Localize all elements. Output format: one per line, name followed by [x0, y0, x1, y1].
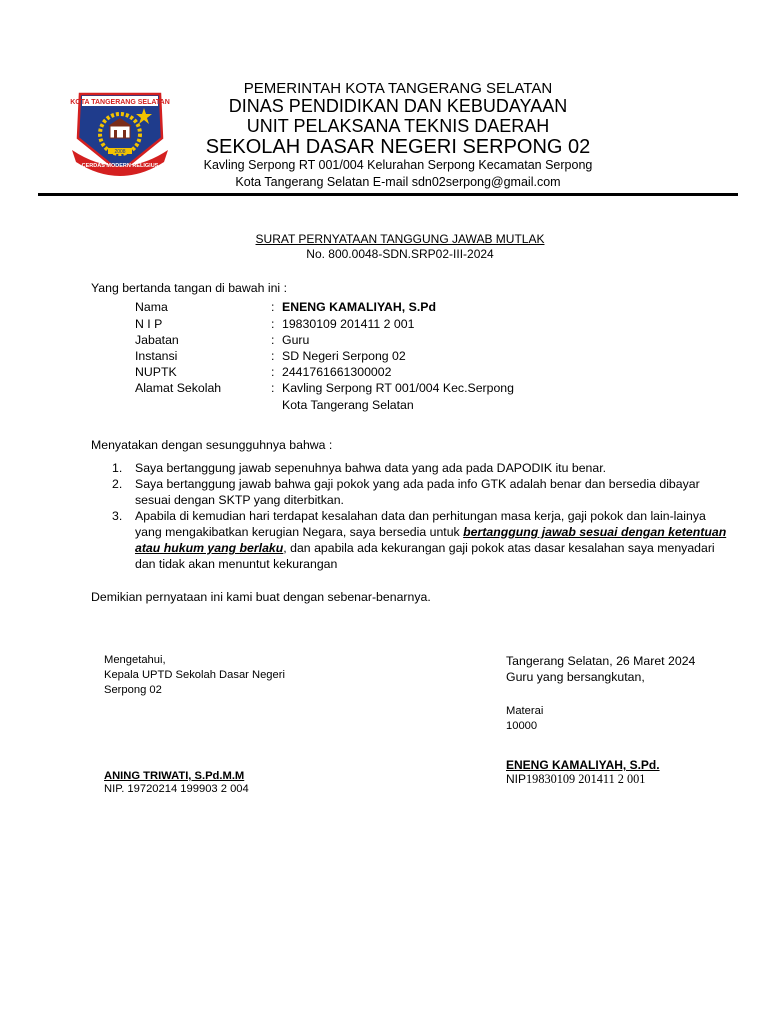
stamp-duty-label: Materai: [506, 705, 544, 717]
acknowledgement-label: Mengetahui,: [104, 654, 166, 666]
field-label-nip: N I P: [135, 317, 163, 331]
document-title: SURAT PERNYATAAN TANGGUNG JAWAB MUTLAK: [255, 232, 545, 246]
field-colon: :: [271, 300, 275, 314]
statement-emphasis: bertanggung jawab sesuai dengan ketentuan atau hukum yang berlaku: [135, 525, 727, 555]
statement-item: Saya bertanggung jawab sepenuhnya bahwa data yang ada pada DAPODIK itu benar.: [135, 461, 607, 475]
logo-motto-text: CERDAS MODERN RELIGIUS: [81, 163, 159, 169]
field-value-school-address: Kavling Serpong RT 001/004 Kec.Serpong: [282, 381, 514, 395]
statement-text: Apabila di kemudian hari terdapat kesalahan data dan perhitungan masa kerja, gaji pokok dan lain-lainya yang mengakibatkan kerugian Negara, saya bersedia untuk: [135, 509, 706, 539]
principal-nip: NIP. 19720214 199903 2 004: [104, 783, 249, 795]
field-value-institution: SD Negeri Serpong 02: [282, 349, 406, 363]
document-number: No. 800.0048-SDN.SRP02-III-2024: [306, 247, 494, 261]
field-value-name: ENENG KAMALIYAH, S.Pd: [282, 300, 436, 314]
field-value-nuptk: 2441761661300002: [282, 365, 392, 379]
logo-top-text: KOTA TANGERANG SELATAN: [70, 99, 170, 106]
stamp-duty-value: 10000: [506, 720, 538, 732]
letterhead-divider: [38, 193, 738, 196]
field-colon: :: [271, 381, 275, 395]
field-label-school-address: Alamat Sekolah: [135, 381, 222, 395]
letterhead-school-name: SEKOLAH DASAR NEGERI SERPONG 02: [205, 136, 591, 158]
signer-nip-number: 19830109 201411 2 001: [526, 772, 646, 786]
letterhead-address: Kavling Serpong RT 001/004 Kelurahan Serpong Kecamatan Serpong: [203, 158, 593, 172]
acknowledgement-block: [104, 653, 285, 698]
field-colon: :: [271, 365, 275, 379]
statement-number: 2.: [112, 477, 123, 491]
statement-text: , dan apabila ada kekurangan gaji pokok atas dasar kesalahan saya menyadari dan tidak akan menuntut kekurangan: [135, 541, 715, 571]
field-value-nip: 19830109 201411 2 001: [282, 317, 415, 331]
field-colon: :: [271, 349, 275, 363]
closing-statement: Demikian pernyataan ini kami buat dengan sebenar-benarnya.: [91, 590, 431, 604]
signer-nip: [506, 772, 645, 787]
city-emblem-logo: [70, 90, 170, 178]
statement-number: 3.: [112, 509, 123, 523]
principal-name: ANING TRIWATI, S.Pd.M.M: [104, 770, 245, 782]
field-value-school-address-city: Kota Tangerang Selatan: [282, 398, 414, 412]
signer-name: ENENG KAMALIYAH, S.Pd.: [506, 758, 660, 772]
letterhead-unit: UNIT PELAKSANA TEKNIS DAERAH: [246, 116, 550, 136]
place-date: Tangerang Selatan, 26 Maret 2024: [506, 654, 696, 668]
acknowledgement-role-cont: Serpong 02: [104, 684, 162, 696]
statement-intro: Menyatakan dengan sesungguhnya bahwa :: [91, 438, 333, 452]
statement-item: Saya bertanggung jawab bahwa gaji pokok yang ada pada info GTK adalah benar dan bersedia dibayar sesuai dengan SKTP yang diterbitkan.: [135, 477, 700, 507]
field-value-position: Guru: [282, 333, 310, 347]
letterhead-government: PEMERINTAH KOTA TANGERANG SELATAN: [243, 80, 553, 97]
letterhead-department: DINAS PENDIDIKAN DAN KEBUDAYAAN: [228, 96, 568, 116]
logo-year-text: 2008: [114, 149, 126, 155]
signer-role: Guru yang bersangkutan,: [506, 670, 645, 684]
field-label-name: Nama: [135, 300, 168, 314]
field-label-institution: Instansi: [135, 349, 178, 363]
field-colon: :: [271, 317, 275, 331]
field-label-position: Jabatan: [135, 333, 179, 347]
statement-number: 1.: [112, 461, 123, 475]
stamp-duty-block: [506, 704, 543, 734]
field-label-nuptk: NUPTK: [135, 365, 177, 379]
signer-nip-prefix: NIP: [506, 772, 527, 786]
acknowledgement-role: Kepala UPTD Sekolah Dasar Negeri: [104, 669, 285, 681]
place-date-block: [506, 653, 695, 685]
statement-item: [135, 508, 735, 572]
field-colon: :: [271, 333, 275, 347]
letterhead-contact: Kota Tangerang Selatan E-mail sdn02serpong@gmail.com: [235, 175, 561, 189]
intro-text: Yang bertanda tangan di bawah ini :: [91, 281, 287, 295]
